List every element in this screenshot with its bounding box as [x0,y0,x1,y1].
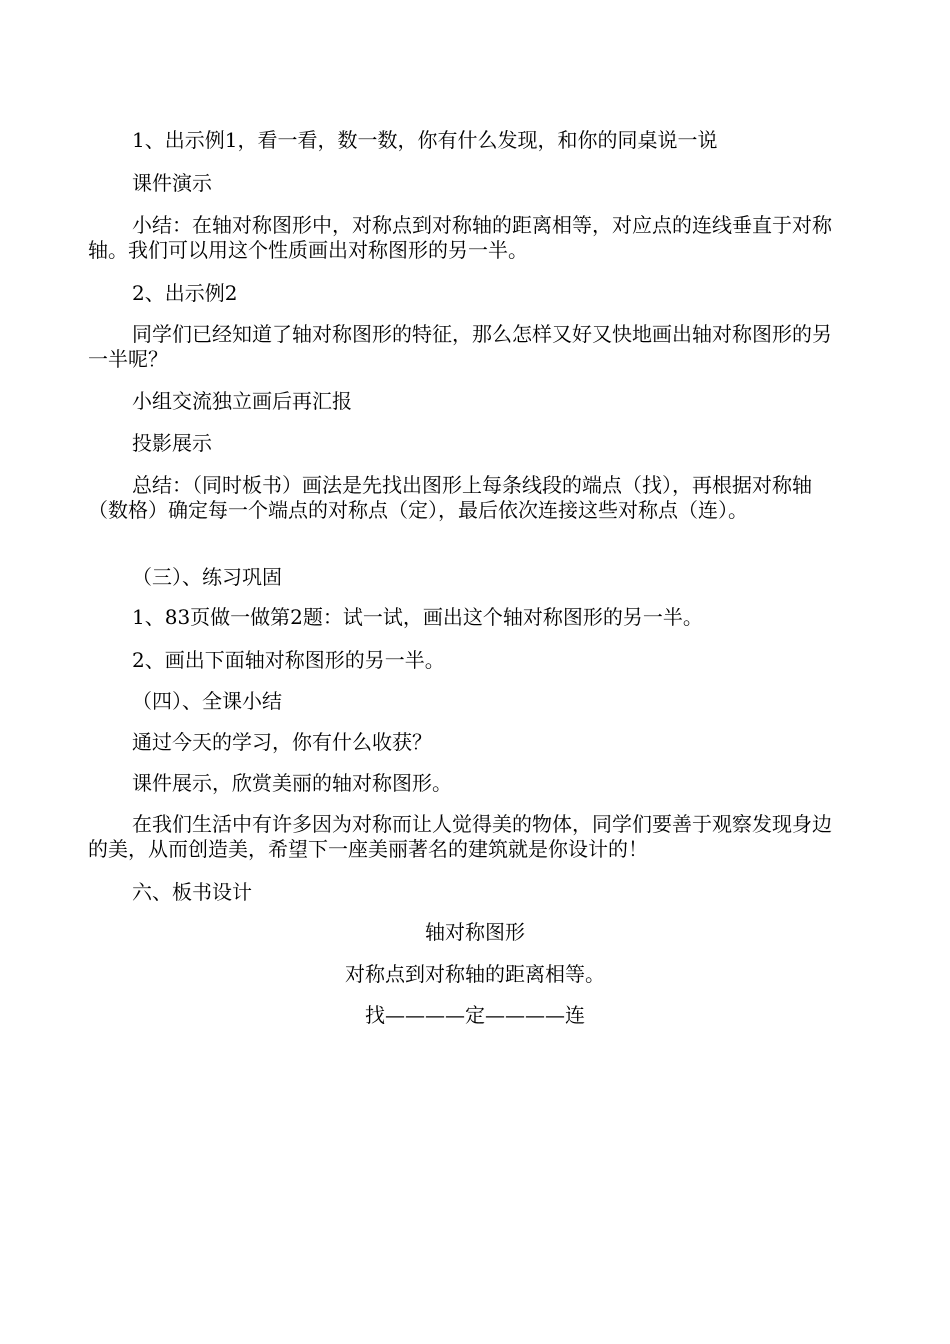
paragraph-closing: 在我们生活中有许多因为对称而让人觉得美的物体，同学们要善于观察发现身边的美，从而创造美，希望下一座美丽著名的建筑就是你设计的！ [88,812,832,861]
section-heading-practice: （三）、练习巩固 [132,565,282,589]
paragraph-example-2: 2、出示例2 [132,281,238,305]
board-title: 轴对称图形 [425,920,525,944]
paragraph-question: 同学们已经知道了轴对称图形的特征，那么怎样又好又快地画出轴对称图形的另一半呢？ [88,322,832,371]
paragraph-example-1: 1、出示例1，看一看，数一数，你有什么发现，和你的同桌说一说 [132,128,718,152]
board-rule: 对称点到对称轴的距离相等。 [345,962,605,986]
paragraph-group-discussion: 小组交流独立画后再汇报 [132,389,352,413]
board-steps: 找————定————连 [365,1003,585,1027]
paragraph-conclusion: 总结：（同时板书）画法是先找出图形上每条线段的端点（找），再根据对称轴（数格）确定每一个端点的对称点（定），最后依次连接这些对称点（连）。 [88,473,812,522]
paragraph-reflection: 通过今天的学习，你有什么收获？ [132,730,432,754]
paragraph-appreciation: 课件展示，欣赏美丽的轴对称图形。 [132,771,452,795]
section-heading-summary: （四）、全课小结 [132,689,282,713]
section-heading-board-design: 六、板书设计 [132,880,252,904]
paragraph-projection: 投影展示 [132,431,212,455]
paragraph-courseware-demo: 课件演示 [132,171,212,195]
paragraph-summary: 小结：在轴对称图形中，对称点到对称轴的距离相等，对应点的连线垂直于对称轴。我们可以用这个性质画出对称图形的另一半。 [88,213,832,262]
paragraph-exercise-1: 1、83页做一做第2题：试一试，画出这个轴对称图形的另一半。 [132,605,703,629]
paragraph-exercise-2: 2、画出下面轴对称图形的另一半。 [132,648,445,672]
